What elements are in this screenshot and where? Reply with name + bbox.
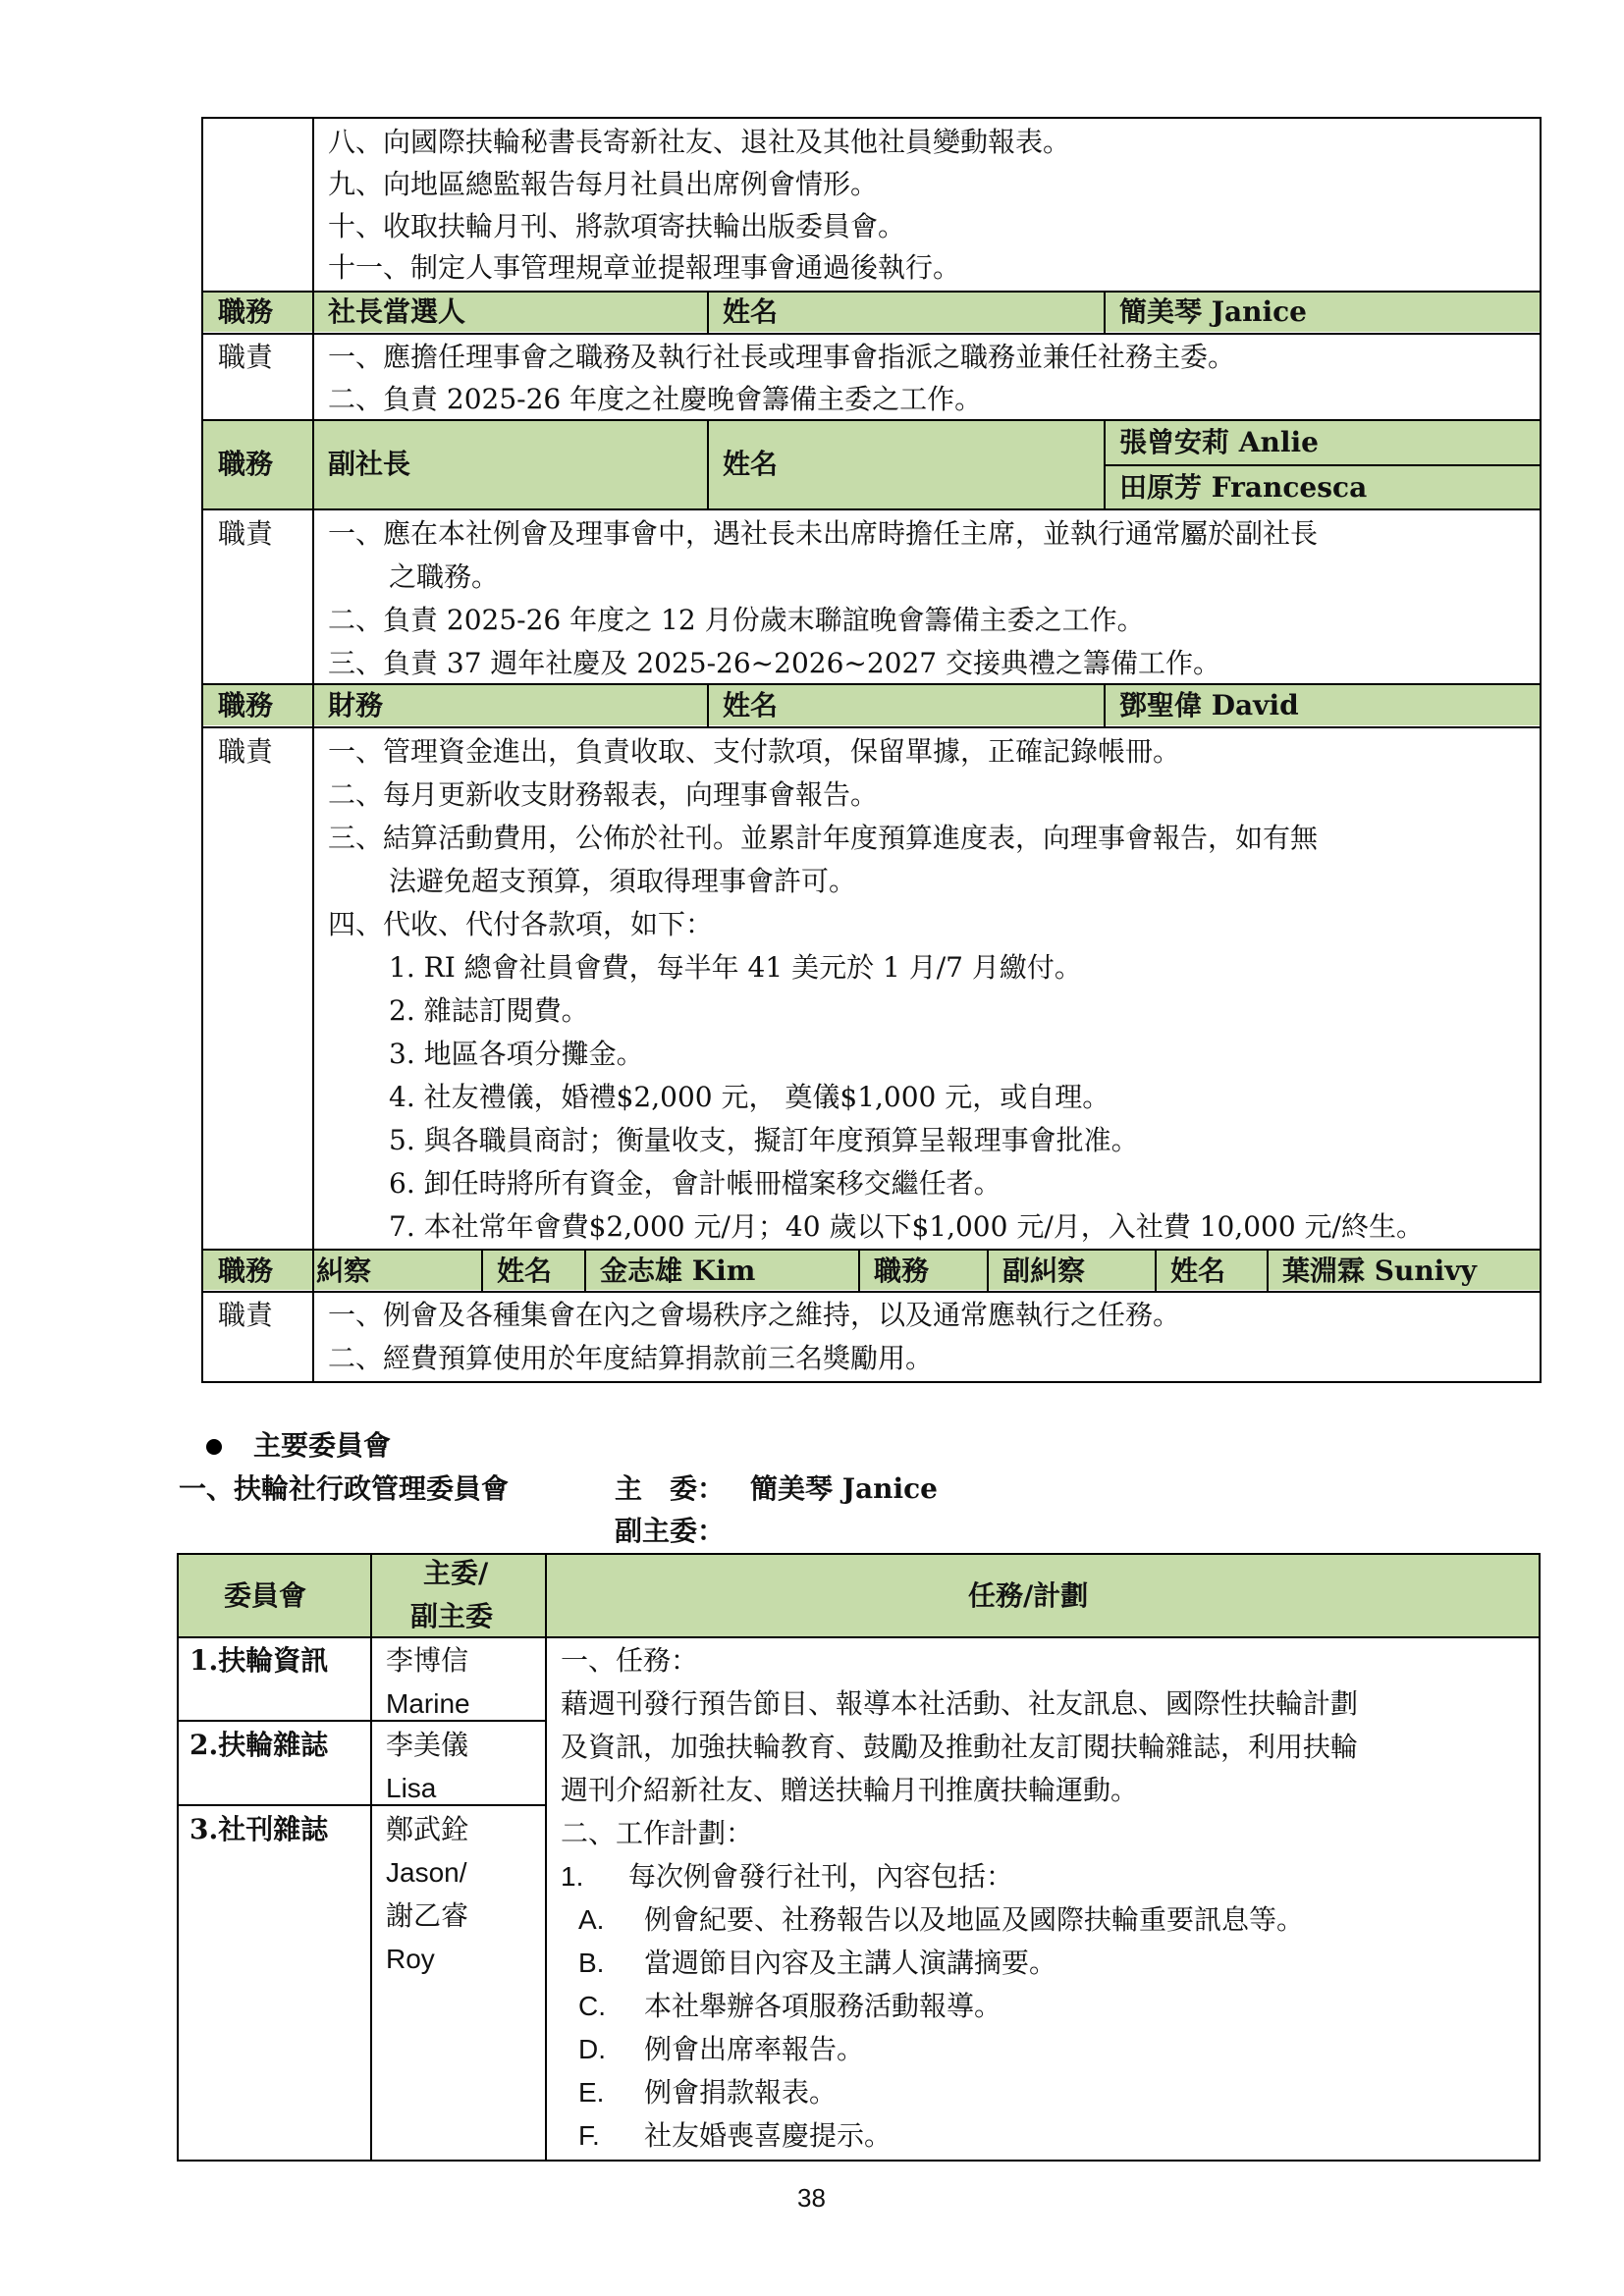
committee-name: 1.扶輪資訊 bbox=[189, 1644, 329, 1677]
role-title-treasurer: 財務 bbox=[328, 689, 384, 721]
duty-line: 之職務。 bbox=[389, 561, 500, 593]
duty-line: 一、例會及各種集會在內之會場秩序之維持，以及通常應執行之任務。 bbox=[328, 1299, 1181, 1331]
committee-chair: Lisa bbox=[386, 1773, 437, 1803]
person-president-elect: 簡美琴 Janice bbox=[1119, 295, 1307, 328]
header-band-treasurer bbox=[202, 684, 1540, 725]
section-heading: 主要委員會 bbox=[253, 1429, 392, 1462]
duty-line: 二、每月更新收支財務報表，向理事會報告。 bbox=[328, 778, 879, 811]
person-treasurer: 鄧聖偉 David bbox=[1119, 689, 1299, 721]
chair-label: 主 委： bbox=[615, 1472, 726, 1505]
sub-item-text: 例會捐款報表。 bbox=[644, 2076, 838, 2109]
chair-name: 簡美琴 Janice bbox=[750, 1472, 938, 1505]
role-label: 職務 bbox=[218, 448, 274, 480]
committee-chair: 李美儀 bbox=[386, 1729, 469, 1761]
plan-item-text: 每次例會發行社刊，內容包括： bbox=[628, 1860, 1014, 1893]
duty-line: 十、收取扶輪月刊、將款項寄扶輪出版委員會。 bbox=[328, 210, 906, 242]
header-committee: 委員會 bbox=[224, 1579, 307, 1612]
duty-label: 職責 bbox=[218, 735, 274, 768]
duty-line: 二、負責 2025-26 年度之社慶晚會籌備主委之工作。 bbox=[328, 383, 983, 415]
header-vice-chair: 副主委 bbox=[410, 1600, 494, 1632]
duty-line: 一、管理資金進出，負責收取、支付款項，保留單據，正確記錄帳冊。 bbox=[328, 735, 1181, 768]
duty-line: 四、代收、代付各款項，如下： bbox=[328, 908, 714, 940]
task-line: 週刊介紹新社友、贈送扶輪月刊推廣扶輪運動。 bbox=[561, 1774, 1139, 1806]
plan-item-number: 1. bbox=[561, 1861, 584, 1892]
role-title-vice-president: 副社長 bbox=[328, 448, 411, 480]
duty-line: 1. RI 總會社員會費，每半年 41 美元於 1 月/7 月繳付。 bbox=[389, 951, 1082, 984]
committee-chair: 鄭武銓 bbox=[386, 1813, 469, 1845]
committee-chair: Marine bbox=[386, 1688, 470, 1719]
person-vice-president-2: 田原芳 Francesca bbox=[1119, 471, 1368, 504]
duty-line: 法避免超支預算，須取得理事會許可。 bbox=[389, 865, 857, 897]
duty-line: 三、結算活動費用，公佈於社刊。並累計年度預算進度表，向理事會報告，如有無 bbox=[328, 822, 1319, 854]
sub-item-letter: E. bbox=[578, 2077, 605, 2108]
duty-line: 一、應在本社例會及理事會中，遇社長未出席時擔任主席，並執行通常屬於副社長 bbox=[328, 517, 1319, 550]
role-label: 職務 bbox=[218, 689, 274, 721]
duty-line: 6. 卸任時將所有資金，會計帳冊檔案移交繼任者。 bbox=[389, 1167, 1001, 1200]
person-deputy-sergeant: 葉淵霖 Sunivy bbox=[1282, 1255, 1477, 1287]
duty-line: 三、負責 37 週年社慶及 2025-26~2026~2027 交接典禮之籌備工作。 bbox=[328, 647, 1221, 679]
name-label: 姓名 bbox=[497, 1255, 553, 1287]
sub-item-text: 當週節目內容及主講人演講摘要。 bbox=[644, 1947, 1057, 1979]
task-line: 二、工作計劃： bbox=[561, 1817, 754, 1849]
sub-item-text: 本社舉辦各項服務活動報導。 bbox=[644, 1990, 1002, 2022]
sub-item-letter: B. bbox=[578, 1948, 605, 1978]
sub-item-letter: F. bbox=[578, 2120, 600, 2151]
role-title-deputy-sergeant: 副糾察 bbox=[1002, 1255, 1086, 1287]
task-line: 藉週刊發行預告節目、報導本社活動、社友訊息、國際性扶輪計劃 bbox=[561, 1687, 1359, 1720]
committee-name: 2.扶輪雜誌 bbox=[189, 1729, 329, 1761]
sub-item-text: 例會紀要、社務報告以及地區及國際扶輪重要訊息等。 bbox=[644, 1903, 1305, 1936]
name-label: 姓名 bbox=[723, 448, 779, 480]
sub-item-text: 例會出席率報告。 bbox=[644, 2033, 865, 2065]
sub-item-letter: D. bbox=[578, 2034, 606, 2064]
header-chair: 主委/ bbox=[423, 1557, 489, 1589]
role-label: 職務 bbox=[218, 1255, 274, 1287]
task-line: 一、任務： bbox=[561, 1644, 699, 1677]
duty-line: 九、向地區總監報告每月社員出席例會情形。 bbox=[328, 168, 879, 200]
duty-line: 二、經費預算使用於年度結算捐款前三名獎勵用。 bbox=[328, 1342, 934, 1374]
duty-label: 職責 bbox=[218, 1299, 274, 1331]
vice-chair-label: 副主委： bbox=[615, 1515, 726, 1547]
person-sergeant: 金志雄 Kim bbox=[600, 1255, 756, 1287]
duty-line: 2. 雜誌訂閱費。 bbox=[389, 994, 589, 1027]
duty-label: 職責 bbox=[218, 341, 274, 373]
duty-line: 7. 本社常年會費$2,000 元/月；40 歲以下$1,000 元/月，入社費 10,000 元/終生。 bbox=[389, 1210, 1424, 1243]
committee-chair: Jason/ bbox=[386, 1857, 467, 1888]
committee-chair: 謝乙睿 bbox=[386, 1899, 469, 1932]
name-label: 姓名 bbox=[723, 689, 779, 721]
duty-line: 十一、制定人事管理規章並提報理事會通過後執行。 bbox=[328, 251, 961, 284]
name-label: 姓名 bbox=[1170, 1255, 1226, 1287]
committee-title: 一、扶輪社行政管理委員會 bbox=[179, 1472, 510, 1505]
duty-line: 二、負責 2025-26 年度之 12 月份歲末聯誼晚會籌備主委之工作。 bbox=[328, 604, 1145, 636]
sub-item-letter: C. bbox=[578, 1991, 606, 2021]
person-vice-president-1: 張曾安莉 Anlie bbox=[1119, 426, 1319, 458]
duty-line: 八、向國際扶輪秘書長寄新社友、退社及其他社員變動報表。 bbox=[328, 126, 1071, 158]
duty-line: 3. 地區各項分攤金。 bbox=[389, 1038, 644, 1070]
committee-chair: 李博信 bbox=[386, 1644, 469, 1677]
sub-item-letter: A. bbox=[578, 1904, 605, 1935]
role-title-president-elect: 社長當選人 bbox=[328, 295, 466, 328]
name-label: 姓名 bbox=[723, 295, 779, 328]
duty-line: 一、應擔任理事會之職務及執行社長或理事會指派之職務並兼任社務主委。 bbox=[328, 341, 1236, 373]
header-task: 任務/計劃 bbox=[968, 1579, 1089, 1612]
committee-chair: Roy bbox=[386, 1944, 435, 1974]
committee-header-band bbox=[179, 1555, 1539, 1636]
duty-line: 5. 與各職員商討；衡量收支，擬訂年度預算呈報理事會批准。 bbox=[389, 1124, 1139, 1156]
role-label: 職務 bbox=[874, 1255, 930, 1287]
duty-line: 4. 社友禮儀，婚禮$2,000 元， 奠儀$1,000 元，或自理。 bbox=[389, 1081, 1110, 1113]
role-label: 職務 bbox=[218, 295, 274, 328]
bullet-icon bbox=[206, 1439, 222, 1455]
task-line: 及資訊，加強扶輪教育、鼓勵及推動社友訂閱扶輪雜誌，利用扶輪 bbox=[561, 1731, 1359, 1763]
page-number: 38 bbox=[797, 2183, 826, 2213]
duty-label: 職責 bbox=[218, 517, 274, 550]
role-title-sergeant: 糾察 bbox=[316, 1255, 372, 1287]
committee-name: 3.社刊雜誌 bbox=[189, 1813, 329, 1845]
sub-item-text: 社友婚喪喜慶提示。 bbox=[644, 2119, 893, 2152]
